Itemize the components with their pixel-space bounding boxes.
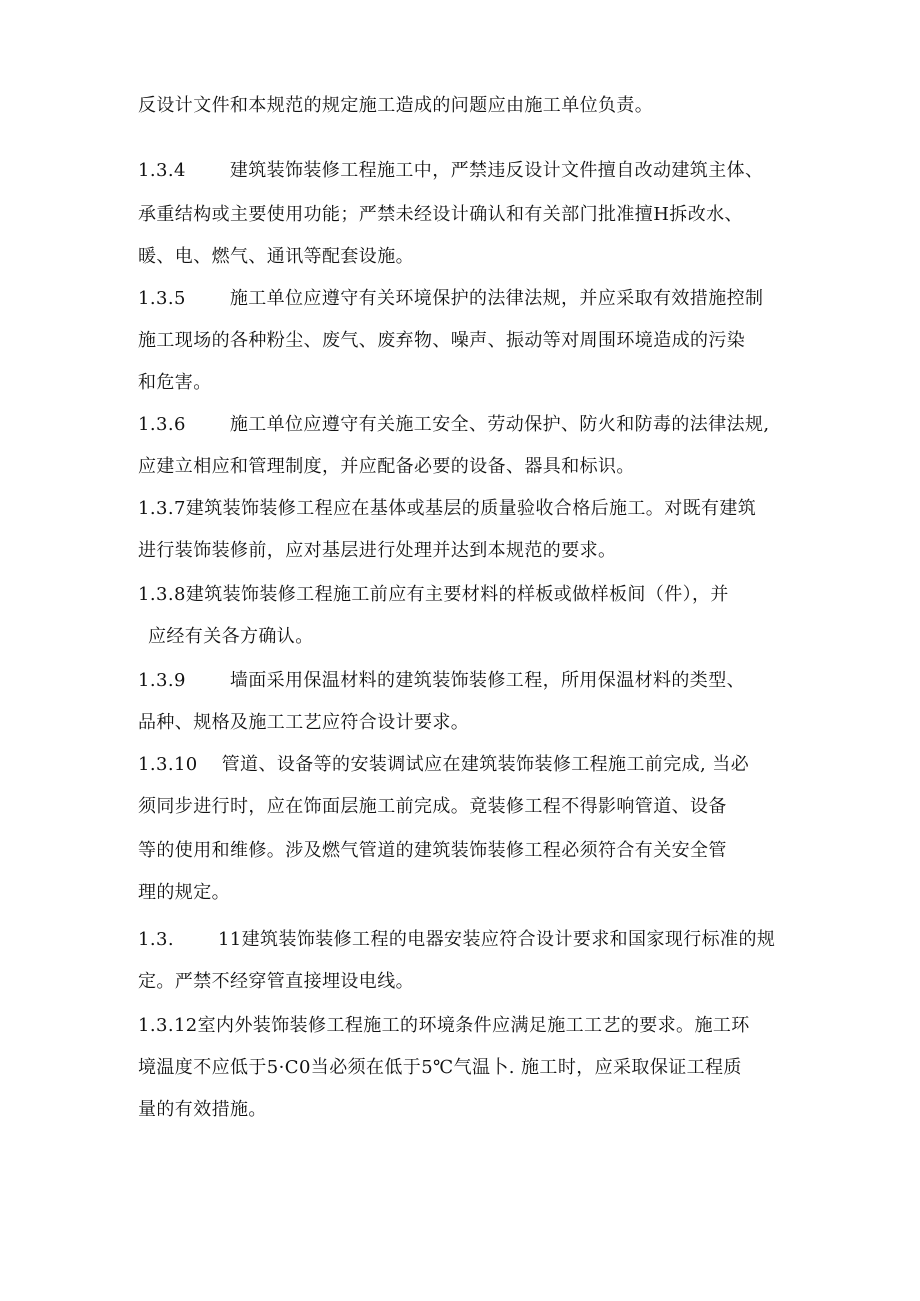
- paragraph-text: 量的有效措施。: [138, 1099, 267, 1120]
- paragraph-text: 墙面采用保温材料的建筑装饰装修工程，所用保温材料的类型、: [229, 670, 746, 691]
- clause-number: 1.3.6: [138, 414, 186, 435]
- paragraph-intro-line-1: [138, 94, 838, 118]
- paragraph-1-3-10-line-3: [138, 839, 838, 863]
- clause-number: 1.3.7: [138, 498, 186, 519]
- paragraph-1-3-11-line-2: [138, 970, 838, 994]
- paragraph-text: 理的规定。: [138, 882, 230, 903]
- paragraph-1-3-9-line-2: [138, 711, 838, 735]
- paragraph-text: 施工单位应遵守有关施工安全、劳动保护、防火和防毒的法律法规,: [229, 414, 770, 435]
- paragraph-text: 建筑装饰装修工程施工前应有主要材料的样板或做样板间（件），并: [185, 584, 729, 605]
- paragraph-1-3-8-line-1: [138, 583, 838, 607]
- clause-number: 1.3.: [138, 929, 174, 950]
- paragraph-1-3-7-line-1: [138, 497, 838, 521]
- paragraph-text: 建筑装饰装修工程施工中，严禁违反设计文件擅自改动建筑主体、: [229, 160, 764, 181]
- clause-number: 1.3.5: [138, 288, 186, 309]
- paragraph-text: 管道、设备等的安装调试应在建筑装饰装修工程施工前完成, 当必: [221, 754, 750, 775]
- paragraph-1-3-10-line-4: [138, 881, 838, 905]
- paragraph-1-3-7-line-2: [138, 539, 838, 563]
- paragraph-text: 建筑装饰装修工程应在基体或基层的质量验收合格后施工。对既有建筑: [185, 498, 757, 519]
- clause-number: 1.3.12: [138, 1015, 198, 1036]
- clause-number: 1.3.10: [138, 754, 198, 775]
- paragraph-1-3-6-line-2: [138, 455, 838, 479]
- paragraph-1-3-12-line-3: [138, 1098, 838, 1122]
- paragraph-text: 等的使用和维修。涉及燃气管道的建筑装饰装修工程必须符合有关安全管: [138, 840, 727, 861]
- paragraph-text: 施工单位应遵守有关环境保护的法律法规，并应采取有效措施控制: [229, 288, 764, 309]
- paragraph-text: 承重结构或主要使用功能；严禁未经设计确认和有关部门批准擅H拆改水、: [138, 204, 743, 225]
- paragraph-1-3-12-line-2: [138, 1056, 838, 1080]
- paragraph-1-3-4-line-3: [138, 245, 838, 269]
- paragraph-1-3-5-line-2: [138, 329, 838, 353]
- paragraph-1-3-8-line-2: [138, 625, 848, 649]
- paragraph-text: 室内外装饰装修工程施工的环境条件应满足施工工艺的要求。施工环: [197, 1015, 750, 1036]
- paragraph-text: 和危害。: [138, 372, 212, 393]
- paragraph-1-3-4-line-2: [138, 203, 838, 227]
- paragraph-1-3-12-line-1: [138, 1014, 838, 1038]
- paragraph-text: 应经有关各方确认。: [148, 626, 314, 647]
- paragraph-1-3-5-line-3: [138, 371, 838, 395]
- paragraph-text: 须同步进行时，应在饰面层施工前完成。竟装修工程不得影响管道、设备: [138, 796, 727, 817]
- paragraph-1-3-9-line-1: [138, 669, 838, 693]
- paragraph-1-3-4-line-1: [138, 159, 838, 183]
- paragraph-1-3-10-line-2: [138, 795, 838, 819]
- paragraph-1-3-6-line-1: [138, 413, 838, 437]
- paragraph-1-3-10-line-1: [138, 753, 838, 777]
- paragraph-1-3-11-line-1: [138, 928, 838, 952]
- clause-number: 1.3.4: [138, 160, 186, 181]
- clause-number: 1.3.8: [138, 584, 186, 605]
- paragraph-text: 定。严禁不经穿管直接埋设电线。: [138, 971, 414, 992]
- paragraph-text: 11建筑装饰装修工程的电器安装应符合设计要求和国家现行标准的规: [217, 929, 776, 950]
- paragraph-text: 应建立相应和管理制度，并应配备必要的设备、器具和标识。: [138, 456, 635, 477]
- paragraph-text: 进行装饰装修前，应对基层进行处理并达到本规范的要求。: [138, 540, 617, 561]
- paragraph-text: 施工现场的各种粉尘、废气、废弃物、噪声、振动等对周围环境造成的污染: [138, 330, 746, 351]
- paragraph-text: 暖、电、燃气、通讯等配套设施。: [138, 246, 414, 267]
- paragraph-text: 反设计文件和本规范的规定施工造成的问题应由施工单位负责。: [138, 95, 654, 116]
- paragraph-1-3-5-line-1: [138, 287, 838, 311]
- paragraph-text: 境温度不应低于5·C0当必须在低于5℃气温卜. 施工时，应采取保证工程质: [138, 1057, 742, 1078]
- clause-number: 1.3.9: [138, 670, 186, 691]
- paragraph-text: 品种、规格及施工工艺应符合设计要求。: [138, 712, 470, 733]
